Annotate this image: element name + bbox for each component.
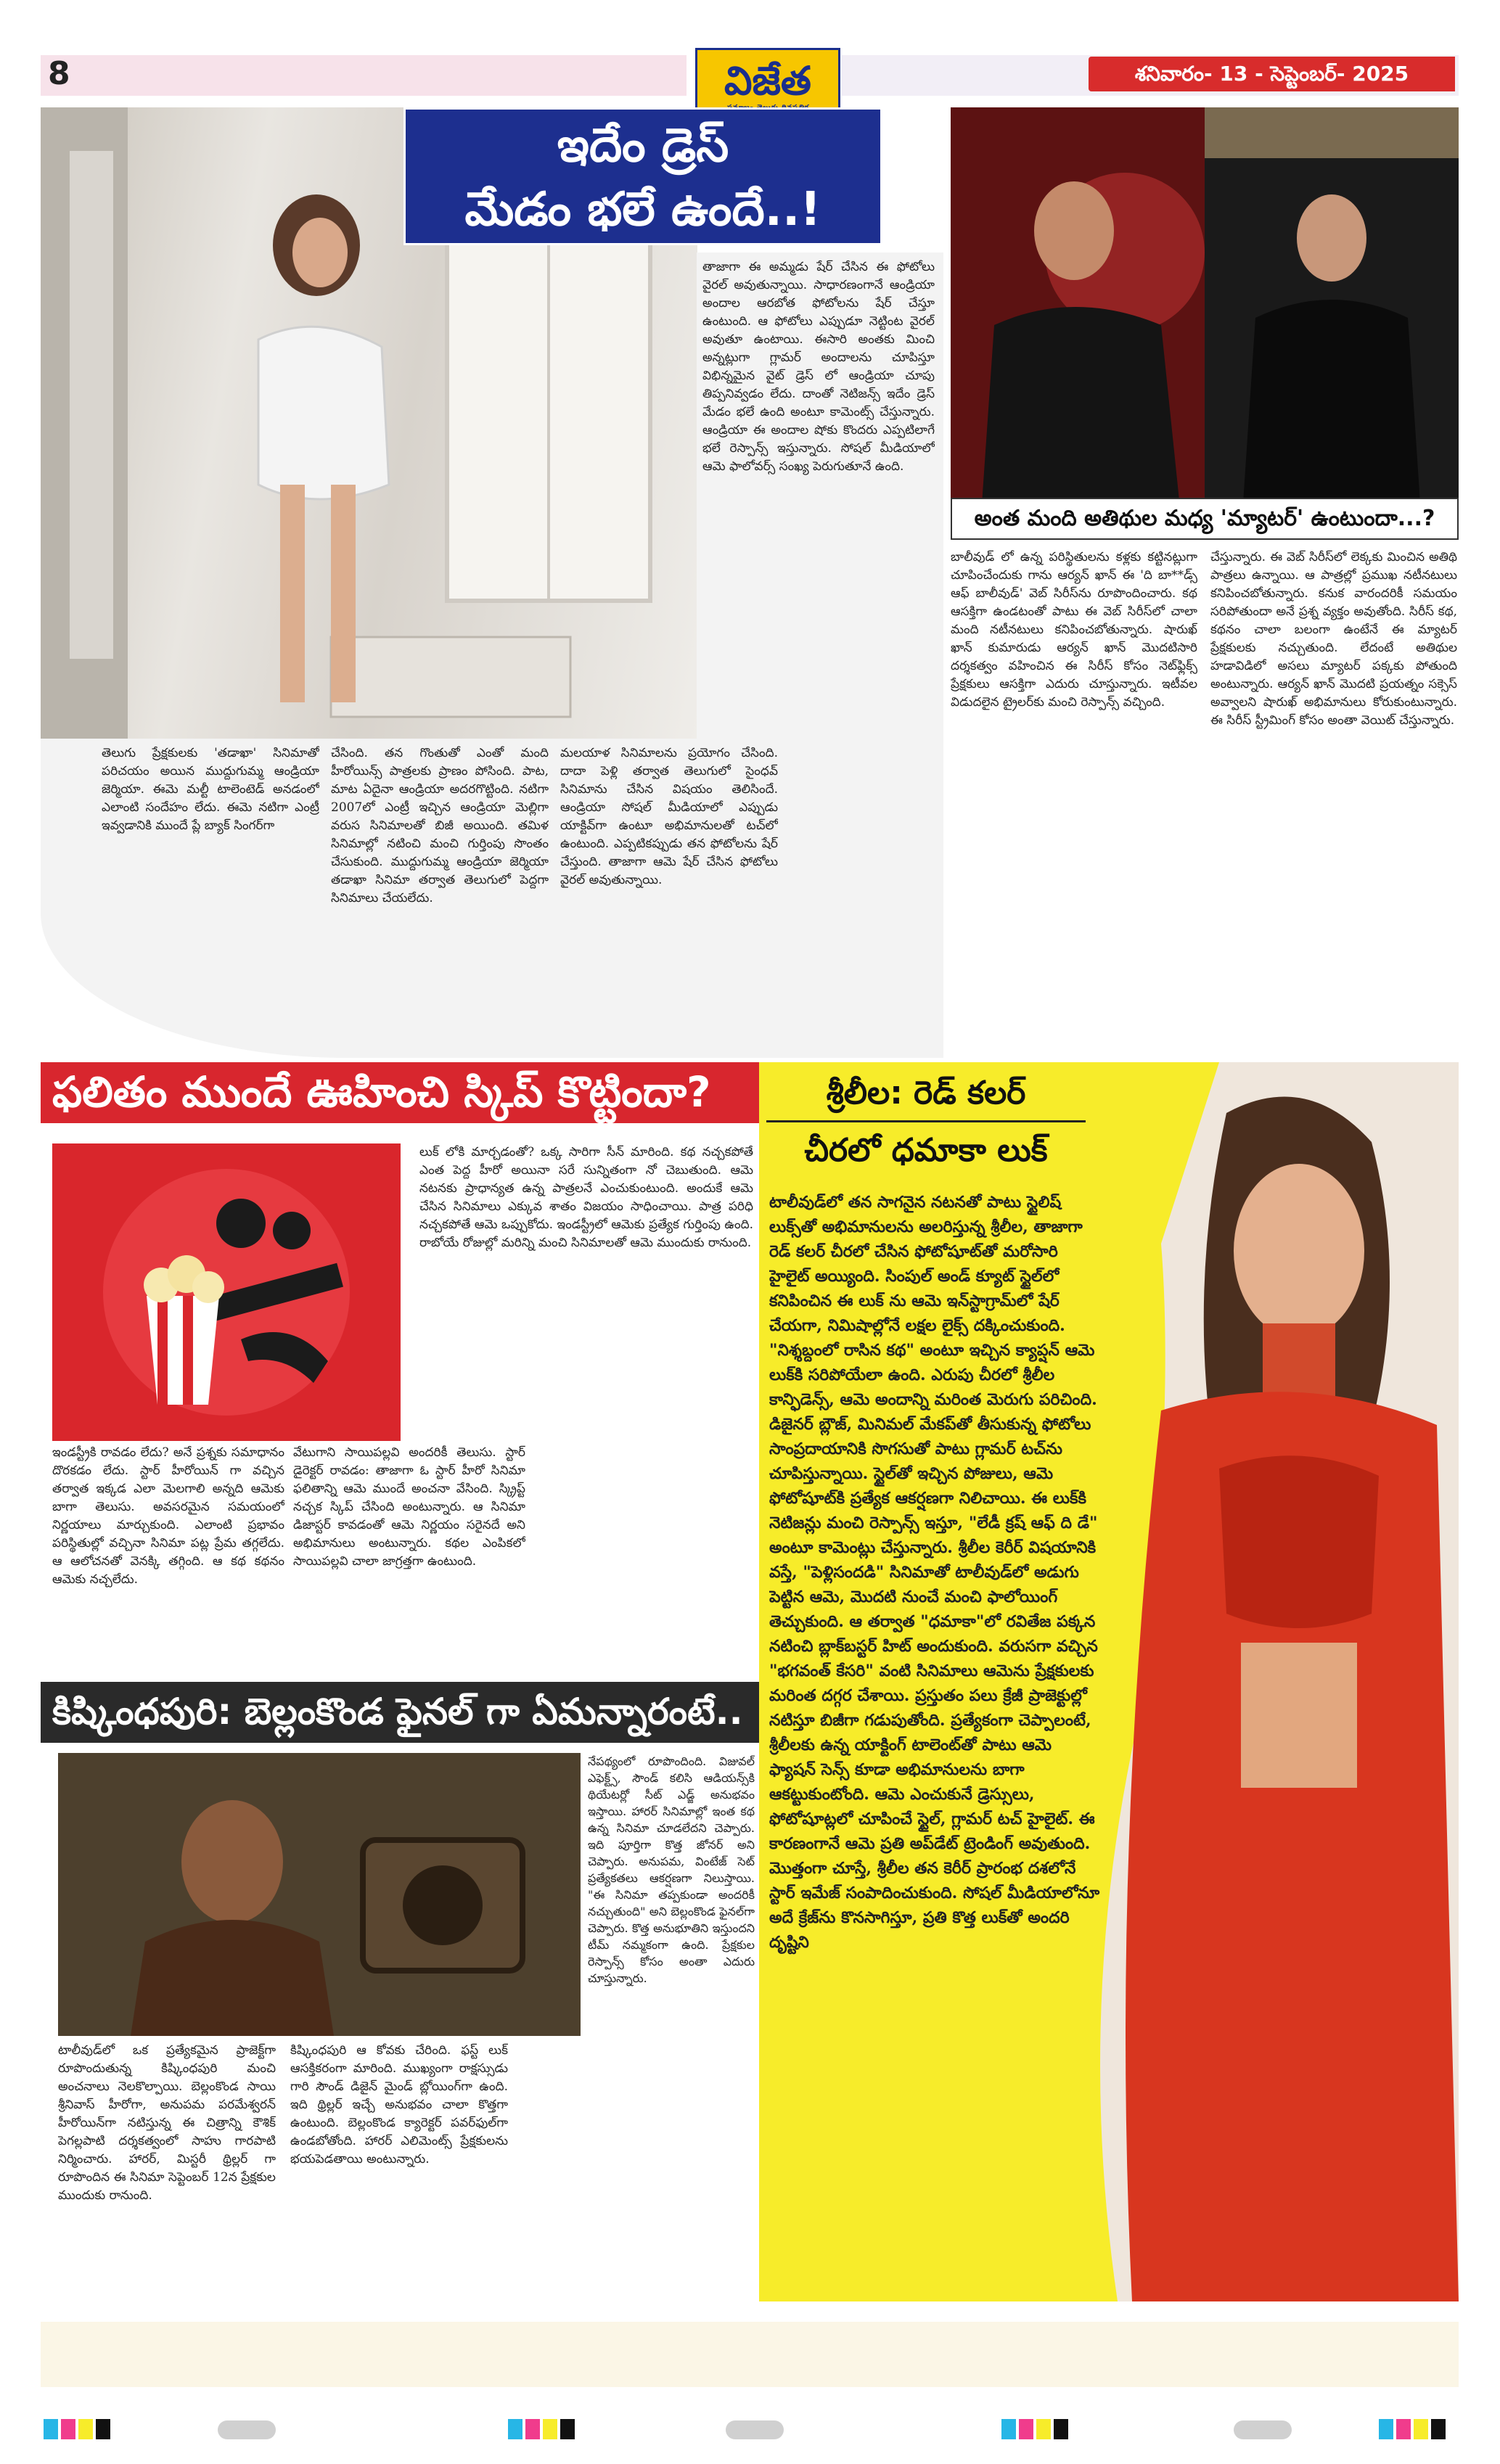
sreeleela-headline-line1: శ్రీలీల: రెడ్ కలర్: [766, 1071, 1086, 1122]
srk-photo: [951, 107, 1205, 535]
header-band-left: [41, 55, 687, 96]
aryan-photo-art: [1205, 107, 1459, 535]
aryan-headline: అంత మంది అతిథుల మధ్య 'మ్యాటర్' ఉంటుందా...?: [951, 498, 1459, 540]
kishkindha-column-a: టాలీవుడ్‌లో ఒక ప్రత్యేకమైన ప్రాజెక్ట్‌గా రూపొందుతున్న కిష్కింధపురి మంచి అంచనాలు నెలకొల్పాయి. బెల్లంకొండ సాయి శ్రీనివాస్ హీరోగా, అనుపమ పరమేశ్వరన్ హీరోయిన్‌గా నటిస్తున్న ఈ చిత్రాన్ని కౌశిక్ పెగల్లపాటి దర్శకత్వంలో సాహు గారపాటి నిర్మించారు. హారర్, మిస్టరీ థ్రిల్లర్ గా రూపొందిన ఈ సినిమా సెప్టెంబర్ 12న ప్రేక్షకుల ముందుకు రానుంది.: [58, 2043, 276, 2203]
kishkindha-poster: [58, 1753, 581, 2036]
masthead-title: విజేత: [724, 58, 811, 104]
skip-column-b: వేటుగాని సాయిపల్లవి అందరికీ తెలుసు. స్టార్ డైరెక్టర్ రావడం: తాజాగా ఓ స్టార్ హీరో సినిమా ఫలితాన్ని ఆమె ముందే అంచనా వేసింది. స్క్రిప్ట్ నచ్చక స్కిప్ చేసింది అంటున్నారు. ఆ సినిమా డిజాస్టర్ కావడంతో ఆమె నిర్ణయం సరైనదే అని అభిమానులు అంటున్నారు. కథల ఎంపికలో సాయిపల్లవి చాలా జాగ్రత్తగా ఉంటుంది.: [293, 1445, 525, 1569]
kishkindha-poster-art: [58, 1753, 581, 2036]
popcorn-icon: [52, 1143, 401, 1441]
skip-graphic: [52, 1143, 401, 1441]
aryan-column-b: చేస్తున్నారు. ఈ వెబ్ సిరీస్‌లో లెక్కకు మించిన అతిథి పాత్రలు ఉన్నాయి. ఆ పాత్రల్లో ప్రముఖ నటీనటులు కనిపించబోతున్నారు. కనుక వారందరికీ సమయం సరిపోతుందా అనే ప్రశ్న వ్యక్తం అవుతోంది. సిరీస్ కథ, కథనం చాలా బలంగా ఉంటేనే ఈ మ్యాటర్ ప్రేక్షకులకు నచ్చుతుంది. లేదంటే అతిథుల హడావిడిలో అసలు మ్యాటర్ పక్కకు పోతుంది అంటున్నారు. ఆర్యన్ ఖాన్ మొదటి ప్రయత్నం సక్సెస్ అవ్వాలని షారుఖ్ అభిమానులు కోరుకుంటున్నారు. ఈ సిరీస్ స్ట్రీమింగ్ కోసం అంతా వెయిట్ చేస్తున్నారు.: [1210, 550, 1457, 728]
andrea-column-c: మలయాళ సినిమాలను ప్రయోగం చేసింది. దాదా పెళ్లి తర్వాత తెలుగులో సైంధవ్ సినిమాను చేసిన విషయం తెలిసిందే. ఆండ్రియా సోషల్ మీడియాలో ఎప్పుడు యాక్టివ్‌గా ఉంటూ అభిమానులతో టచ్‌లో ఉంటుంది. ఎప్పటికప్పుడు తన ఫోటోలను షేర్ చేస్తుంది. తాజాగా ఆమె షేర్ చేసిన ఫోటోలు వైరల్ అవుతున్నాయి.: [560, 746, 778, 887]
footer-band: [41, 2322, 1459, 2387]
kishkindha-column-b: కిష్కింధపురి ఆ కోవకు చేరింది. ఫస్ట్ లుక్ ఆసక్తికరంగా మారింది. ముఖ్యంగా రాక్షస్సుడు గారి సౌండ్ డిజైన్ మైండ్ బ్లోయింగ్‌గా ఉంది. ఇది థ్రిల్లర్ ఇచ్చే అనుభవం చాలా కొత్తగా ఉంటుంది. బెల్లంకొండ క్యారెక్టర్ పవర్‌ఫుల్‌గా ఉండబోతోంది. హారర్ ఎలిమెంట్స్ ప్రేక్షకులను భయపెడతాయి అంటున్నారు.: [290, 2043, 508, 2167]
andrea-column-d: తాజాగా ఈ అమ్మడు షేర్ చేసిన ఈ ఫోటోలు వైరల్ అవుతున్నాయి. సాధారణంగానే ఆండ్రియా అందాల ఆరబోత ఫోటోలను షేర్ చేస్తూ ఉంటుంది. ఆ ఫోటోలు ఎప్పుడూ నెట్టింట వైరల్ అవుతూ ఉంటాయి. ఈసారి అంతకు మించి అన్నట్లుగా గ్లామర్ అందాలను చూపిస్తూ విభిన్నమైన వైట్ డ్రెస్ లో ఆండ్రియా చూపు తిప్పనివ్వడం లేదు. దాంతో నెటిజన్స్ ఇదేం డ్రెస్ మేడం భలే ఉంది అంటూ కామెంట్స్ చేస్తున్నారు. ఆండ్రియా ఈ అందాల షోకు కొందరు ఎప్పటిలాగే భలే రెస్పాన్స్ ఇస్తున్నారు. సోషల్ మీడియాలో ఆమె ఫాలోవర్స్ సంఖ్య పెరుగుతూనే ఉంది.: [702, 260, 935, 474]
color-bar-icon: [0, 2416, 1500, 2445]
srk-photo-art: [951, 107, 1205, 535]
aryan-photo: [1205, 107, 1459, 535]
skip-column-c: లుక్ లోకి మార్చడంతో? ఒక్క సారిగా సీన్ మారింది. కథ నచ్చకపోతే ఎంత పెద్ద హీరో అయినా సరే సున్నితంగా నో చెబుతుంది. ఆమె నటనకు ప్రాధాన్యత ఉన్న పాత్రలనే ఎంచుకుంటుంది. అందుకే ఆమె చేసిన సినిమాలు ఎక్కువ శాతం విజయం సాధించాయి. పాత్ర పరిధి నచ్చకపోతే ఆమె ఒప్పుకోదు. ఇండస్ట్రీలో ఆమెకు ప్రత్యేక గుర్తింపు ఉంది. రాబోయే రోజుల్లో మరిన్ని మంచి సినిమాలతో ఆమె ముందుకు రానుంది.: [419, 1145, 753, 1250]
page-number: 8: [48, 55, 70, 92]
skip-headline: ఫలితం ముందే ఊహించి స్కిప్ కొట్టిందా?: [41, 1062, 759, 1123]
sreeleela-headline: [766, 1071, 1086, 1173]
skip-column-a: ఇండస్ట్రీకి రావడం లేదు? అనే ప్రశ్నకు సమాధానం దొరకడం లేదు. స్టార్ హీరోయిన్ గా వచ్చిన తర్వాత ఇక్కడ ఎలా మెలగాలి అన్నది ఆమెకు బాగా తెలుసు. అవసరమైన సమయంలో నిర్ణయాలు మార్చుకుంది. ఎలాంటి ప్రభావం పరిస్థితుల్లో వచ్చినా సినిమా పట్ల ప్రేమ తగ్గలేదు. ఆ ఆలోచనతో వెనక్కి తగ్గింది. ఆ కథ కథనం ఆమెకు నచ్చలేదు.: [52, 1445, 284, 1587]
kishkindha-headline: కిష్కింధపురి: బెల్లంకొండ ఫైనల్ గా ఏమన్నారంటే..: [41, 1682, 759, 1743]
andrea-headline-line1: ఇదేం డ్రెస్: [557, 119, 729, 173]
andrea-headline-line2: మేడం భలే ఉందే..!: [464, 183, 821, 237]
sreeleela-headline-line2: చీరలో ధమాకా లుక్: [804, 1132, 1048, 1169]
andrea-headline: [403, 107, 882, 245]
andrea-column-a: తెలుగు ప్రేక్షకులకు 'తడాఖా' సినిమాతో పరిచయం అయిన ముద్దుగుమ్మ ఆండ్రియా జెర్మియా. ఈమె మల్టీ టాలెంటెడ్ అనడంలో ఎలాంటి సందేహం లేదు. ఈమె నటిగా ఎంట్రీ ఇవ్వడానికి ముందే ప్లే బ్యాక్ సింగర్‌గా: [102, 746, 319, 833]
issue-date: శనివారం- 13 - సెప్టెంబర్- 2025: [1089, 57, 1455, 91]
sreeleela-body: టాలీవుడ్‌లో తన సాగనైన నటనతో పాటు స్టైలిష్ లుక్స్‌తో అభిమానులను అలరిస్తున్న శ్రీలీల, తాజాగా రెడ్ కలర్ చీరలో చేసిన ఫోటోషూట్‌తో మరోసారి హైలైట్ అయ్యింది. సింపుల్ అండ్ క్యూట్ స్టైల్‌లో కనిపించిన ఈ లుక్ ను ఆమె ఇన్‌స్టాగ్రామ్‌లో షేర్ చేయగా, నిమిషాల్లోనే లక్షల లైక్స్ దక్కించుకుంది. "నిశ్శబ్దంలో రాసిన కథ" అంటూ ఇచ్చిన క్యాప్షన్ ఆమె లుక్‌కి సరిపోయేలా ఉంది. ఎరుపు చీరలో శ్రీలీల కాన్ఫిడెన్స్, ఆమె అందాన్ని మరింత మెరుగు పరిచింది. డిజైనర్ బ్లౌజ్, మినిమల్ మేకప్‌తో తీసుకున్న ఫోటోలు సాంప్రదాయానికి సొగసుతో పాటు గ్లామర్ టచ్‌ను చూపిస్తున్నాయి. స్టైల్‌తో ఇచ్చిన పోజులు, ఆమె ఫోటోషూట్‌కి ప్రత్యేక ఆకర్షణగా నిలిచాయి. ఈ లుక్‌కి నెటిజన్లు మంచి రెస్పాన్స్ ఇస్తూ, "లేడీ క్రష్ ఆఫ్ ది డే" అంటూ కామెంట్లు చేస్తున్నారు. శ్రీలీల కెరీర్ విషయానికి వస్తే, "పెళ్లిసందడి" సినిమాతో టాలీవుడ్‌లో అడుగు పెట్టిన ఆమె, మొదటి నుంచే మంచి ఫాలోయింగ్ తెచ్చుకుంది. ఆ తర్వాత "ధమాకా"లో రవితేజ పక్కన నటించి బ్లాక్‌బస్టర్ హిట్ అందుకుంది. వరుసగా వచ్చిన "భగవంత్ కేసరి" వంటి సినిమాలు ఆమెను ప్రేక్షకులకు మరింత దగ్గర చేశాయి. ప్రస్తుతం పలు క్రేజీ ప్రాజెక్టుల్లో నటిస్తూ బిజీగా గడుపుతోంది. ప్రత్యేకంగా చెప్పాలంటే, శ్రీలీలకు ఉన్న యాక్టింగ్ టాలెంట్‌తో పాటు ఆమె ఫ్యాషన్ సెన్స్ కూడా అభిమానులను బాగా ఆకట్టుకుంటోంది. ఆమె ఎంచుకునే డ్రెస్సులు, ఫోటోషూట్లలో చూపించే స్టైల్, గ్లామర్ టచ్ హైలైట్. ఈ కారణంగానే ఆమె ప్రతి అప్‌డేట్ ట్రెండింగ్ అవుతుంది. మొత్తంగా చూస్తే, శ్రీలీల తన కెరీర్ ప్రారంభ దశలోనే స్టార్ ఇమేజ్ సంపాదించుకుంది. సోషల్ మీడియాలోనూ అదే క్రేజ్‌ను కొనసాగిస్తూ, ప్రతి కొత్త లుక్‌తో అందరి దృష్టిని: [769, 1193, 1100, 1952]
kishkindha-column-c: నేపథ్యంలో రూపొందింది. విజువల్ ఎఫెక్ట్స్, సౌండ్ కలిసి ఆడియన్స్‌కి థియేటర్లో సీట్ ఎడ్జ్ అనుభవం ఇస్తాయి. హారర్ సినిమాల్లో ఇంత కథ ఉన్న సినిమా చూడలేదని చెప్పారు. ఇది పూర్తిగా కొత్త జోనర్ అని చెప్పారు. అనుపమ, వింటేజ్ సెట్ ప్రత్యేకతలు ఆకర్షణగా నిలుస్తాయి. "ఈ సినిమా తప్పకుండా అందరికీ నచ్చుతుంది" అని బెల్లంకొండ ఫైనల్‌గా చెప్పారు. కొత్త అనుభూతిని ఇస్తుందని టీమ్ నమ్మకంగా ఉంది. ప్రేక్షకుల రెస్పాన్స్ కోసం అంతా ఎదురు చూస్తున్నారు.: [588, 1754, 755, 1985]
aryan-column-a: బాలీవుడ్ లో ఉన్న పరిస్థితులను కళ్లకు కట్టినట్లుగా చూపించేందుకు గాను ఆర్యన్ ఖాన్ ఈ 'ది బా**డ్స్ ఆఫ్ బాలీవుడ్' వెబ్ సిరీస్‌ను రూపొందించారు. కథ ఆసక్తిగా ఉండటంతో పాటు ఈ వెబ్ సిరీస్‌లో చాలా మంది నటీనటులు కనిపించబోతున్నారు. షారుఖ్ ఖాన్ కుమారుడు ఆర్యన్ ఖాన్ మొదటిసారి దర్శకత్వం వహించిన ఈ సిరీస్ కోసం నెట్‌ఫ్లిక్స్ ప్రేక్షకులు ఆసక్తిగా ఎదురు చూస్తున్నారు. ఇటీవల విడుదలైన ట్రైలర్‌కు మంచి రెస్పాన్స్ వచ్చింది.: [951, 550, 1197, 710]
andrea-column-b: చేసింది. తన గొంతుతో ఎంతో మంది హీరోయిన్స్ పాత్రలకు ప్రాణం పోసింది. పాట, మాట ఏదైనా ఆండ్రియా అదరగొట్టింది. నటిగా 2007లో ఎంట్రీ ఇచ్చిన ఆండ్రియా మెల్లిగా వరుస సినిమాలతో బిజీ అయింది. తమిళ సినిమాల్లో నటించి మంచి గుర్తింపు సొంతం చేసుకుంది. ముద్దుగుమ్మ ఆండ్రియా జెర్మియా తడాఖా సినిమా తర్వాత తెలుగులో పెద్దగా సినిమాలు చేయలేదు.: [331, 746, 549, 905]
registration-marks: [0, 2416, 1500, 2445]
